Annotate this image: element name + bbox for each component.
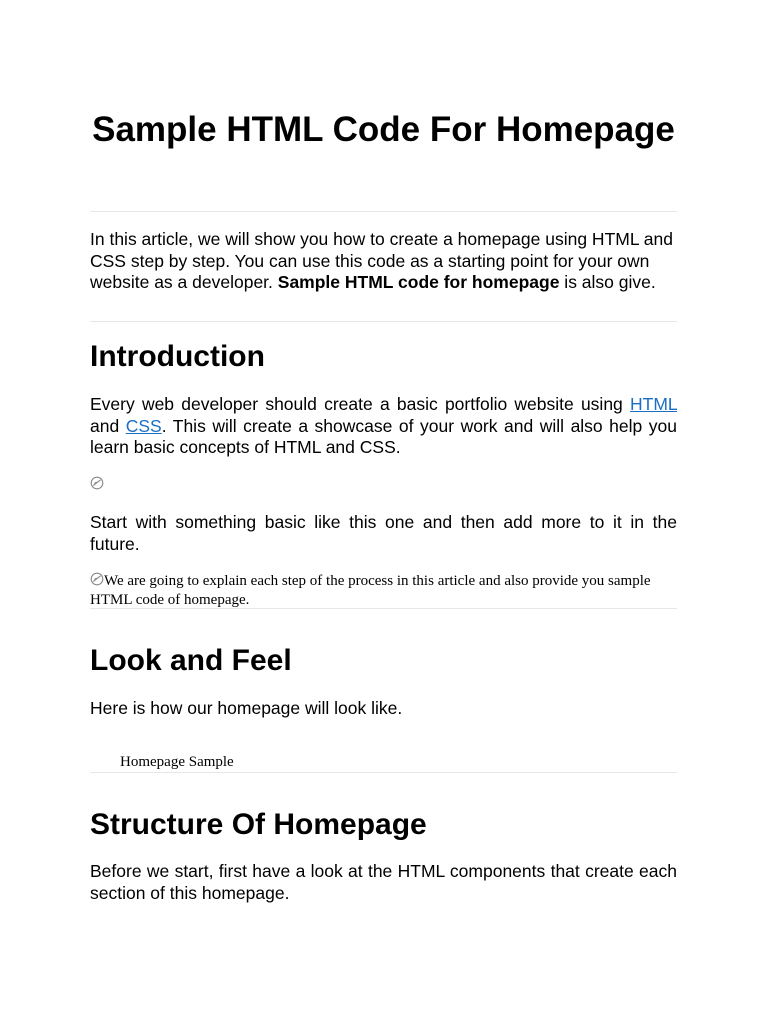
introduction-and: and: [90, 415, 126, 436]
intro-text-end: is also give.: [559, 272, 656, 292]
look-and-feel-paragraph: Here is how our homepage will look like.: [90, 698, 403, 718]
explain-text: We are going to explain each step of the process in this article and also provide you sample HTML code of homepage.: [90, 573, 651, 608]
image-caption: Homepage Sample: [120, 754, 234, 770]
divider: [90, 608, 677, 609]
introduction-paragraph: [90, 394, 677, 459]
divider: [90, 211, 677, 212]
introduction-text-end: . This will create a showcase of your work and will also help you learn basic concepts of HTML and CSS.: [90, 415, 677, 457]
divider: [90, 772, 677, 773]
explain-paragraph: [90, 572, 677, 610]
section-heading-look-and-feel: Look and Feel: [90, 644, 292, 677]
intro-bold-text: Sample HTML code for homepage: [277, 272, 560, 292]
structure-paragraph: Before we start, first have a look at the HTML components that create each section of this homepage.: [90, 861, 677, 903]
page-title: Sample HTML Code For Homepage: [92, 110, 675, 149]
intro-text: In this article, we will show you how to create a homepage using HTML and CSS step by step. You can use this code as a starting point for your own website as a developer.: [90, 229, 673, 292]
broken-image-icon: [90, 476, 104, 490]
html-link[interactable]: HTML: [630, 394, 677, 414]
divider: [90, 321, 677, 322]
section-heading-structure: Structure Of Homepage: [90, 808, 427, 841]
section-heading-introduction: Introduction: [90, 340, 265, 373]
css-link[interactable]: CSS: [125, 415, 162, 436]
introduction-text: Every web developer should create a basic portfolio website using: [90, 394, 630, 414]
start-basic-paragraph: Start with something basic like this one and then add more to it in the future.: [90, 512, 677, 554]
broken-image-icon: [90, 572, 104, 586]
intro-paragraph: [90, 229, 677, 294]
